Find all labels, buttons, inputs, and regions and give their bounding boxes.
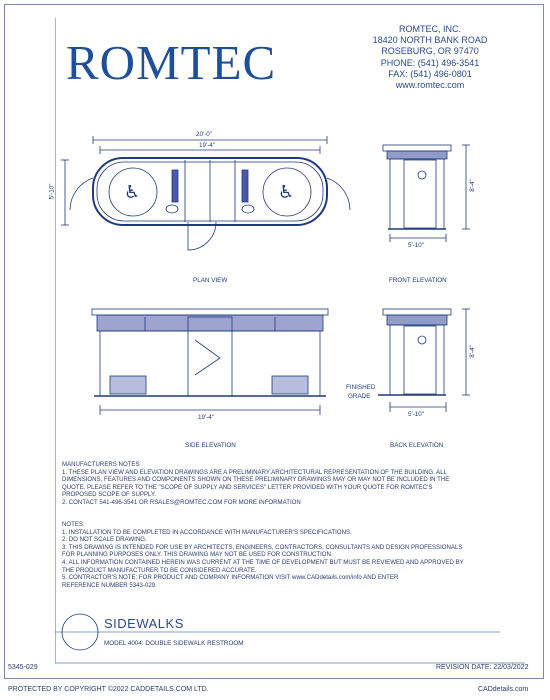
caddetails-brand[interactable]: CADdetails.com — [478, 686, 529, 693]
dim-back-width: 5'-10" — [408, 411, 425, 418]
note-line: 5. CONTRACTOR'S NOTE: FOR PRODUCT AND COMPANY INFORMATION VISIT www.CADdetails.com/info AND ENTER — [62, 574, 399, 582]
front-elevation-drawing — [383, 145, 470, 242]
company-street: 18420 NORTH BANK ROAD — [372, 35, 488, 46]
company-fax: FAX: (541) 496-0801 — [388, 68, 472, 79]
note-line: 4. ALL INFORMATION CONTAINED HEREIN WAS CURRENT AT THE TIME OF DEVELOPMENT BUT MUST BE REVIEWED AND APPROVED BY — [62, 558, 464, 566]
dim-back-height: 8'-4" — [468, 345, 476, 358]
dim-plan-depth: 5'-10" — [48, 183, 56, 200]
finished-grade-label-1: FINISHED — [346, 384, 376, 391]
manufacturer-note-line: QUOTE. PLEASE REFER TO THE "SCOPE OF SUPPLY AND SERVICES" LETTER PROVIDED WITH YOUR QUOTE FOR ROMTEC'S — [62, 483, 433, 491]
reference-number: 5345-029 — [8, 664, 38, 671]
note-line: THE PRODUCT MANUFACTURER TO BE CONSIDERED ACCURATE. — [62, 566, 257, 574]
company-web[interactable]: www.romtec.com — [395, 80, 465, 91]
note-line: 1. INSTALLATION TO BE COMPLETED IN ACCORDANCE WITH MANUFACTURER'S SPECIFICATIONS. — [62, 528, 352, 536]
company-name: ROMTEC, INC. — [399, 24, 461, 34]
manufacturer-note-line: PROPOSED SCOPE OF SUPPLY. — [62, 491, 156, 499]
wheelchair-icon: ♿ — [278, 182, 295, 203]
drawing-subtitle: MODEL 4004: DOUBLE SIDEWALK RESTROOM — [104, 640, 244, 647]
revision-date: REVISION DATE: 22/03/2022 — [436, 664, 529, 671]
wheelchair-icon: ♿ — [124, 182, 141, 203]
manufacturer-notes — [62, 461, 502, 507]
general-notes — [62, 521, 502, 589]
note-line: FOR PLANNING PURPOSES ONLY. THIS DRAWING MAY NOT BE USED FOR CONSTRUCTION. — [62, 551, 333, 559]
notes-heading: NOTES: — [62, 521, 85, 528]
plan-view-drawing — [61, 136, 350, 250]
dim-side-width: 19'-4" — [198, 414, 215, 421]
drawing-title: SIDEWALKS — [104, 616, 184, 631]
manufacturer-note-line: 2. CONTACT 541-496-3541 OR RSALES@ROMTEC.COM FOR MORE INFORMATION — [62, 498, 301, 506]
dim-front-width: 5'-10" — [408, 242, 425, 249]
romtec-logo: ROMTEC — [66, 35, 277, 90]
company-phone: PHONE: (541) 496-3541 — [380, 57, 480, 68]
manufacturer-note-line: 1. THESE PLAN VIEW AND ELEVATION DRAWINGS ARE A PRELIMINARY ARCHITECTURAL REPRESENTATION OF THE BUILDING. ALL — [62, 468, 448, 476]
back-elevation-label: BACK ELEVATION — [390, 442, 444, 449]
front-elevation-label: FRONT ELEVATION — [389, 277, 447, 284]
company-city: ROSEBURG, OR 97470 — [381, 46, 479, 57]
side-elevation-drawing — [92, 309, 328, 415]
dim-plan-inner: 19'-4" — [199, 142, 216, 149]
note-line: 3. THIS DRAWING IS INTENDED FOR USE BY ARCHITECTS, ENGINEERS, CONTRACTORS, CONSULTANTS AND DESIGN PROFESSIONALS — [62, 543, 463, 551]
copyright-text: PROTECTED BY COPYRIGHT ©2022 CADDETAILS.COM LTD. — [8, 686, 209, 693]
finished-grade-label-2: GRADE — [348, 393, 371, 400]
manufacturer-notes-heading: MANUFACTURERS NOTES — [62, 461, 140, 468]
dim-plan-overall: 20'-0" — [196, 131, 213, 138]
plan-view-label: PLAN VIEW — [193, 277, 228, 284]
side-elevation-label: SIDE ELEVATION — [185, 442, 236, 449]
back-elevation-drawing — [378, 309, 470, 412]
note-line: 2. DO NOT SCALE DRAWING. — [62, 536, 147, 544]
dim-front-height: 8'-4" — [468, 179, 476, 192]
note-line: REFERENCE NUMBER 5343-029. — [62, 581, 157, 589]
manufacturer-note-line: DIMENSIONS, FEATURES AND COMPONENTS SHOWN ON THESE PRELIMINARY DRAWINGS MAY OR MAY NOT BE INCLUDED IN THE — [62, 476, 450, 484]
